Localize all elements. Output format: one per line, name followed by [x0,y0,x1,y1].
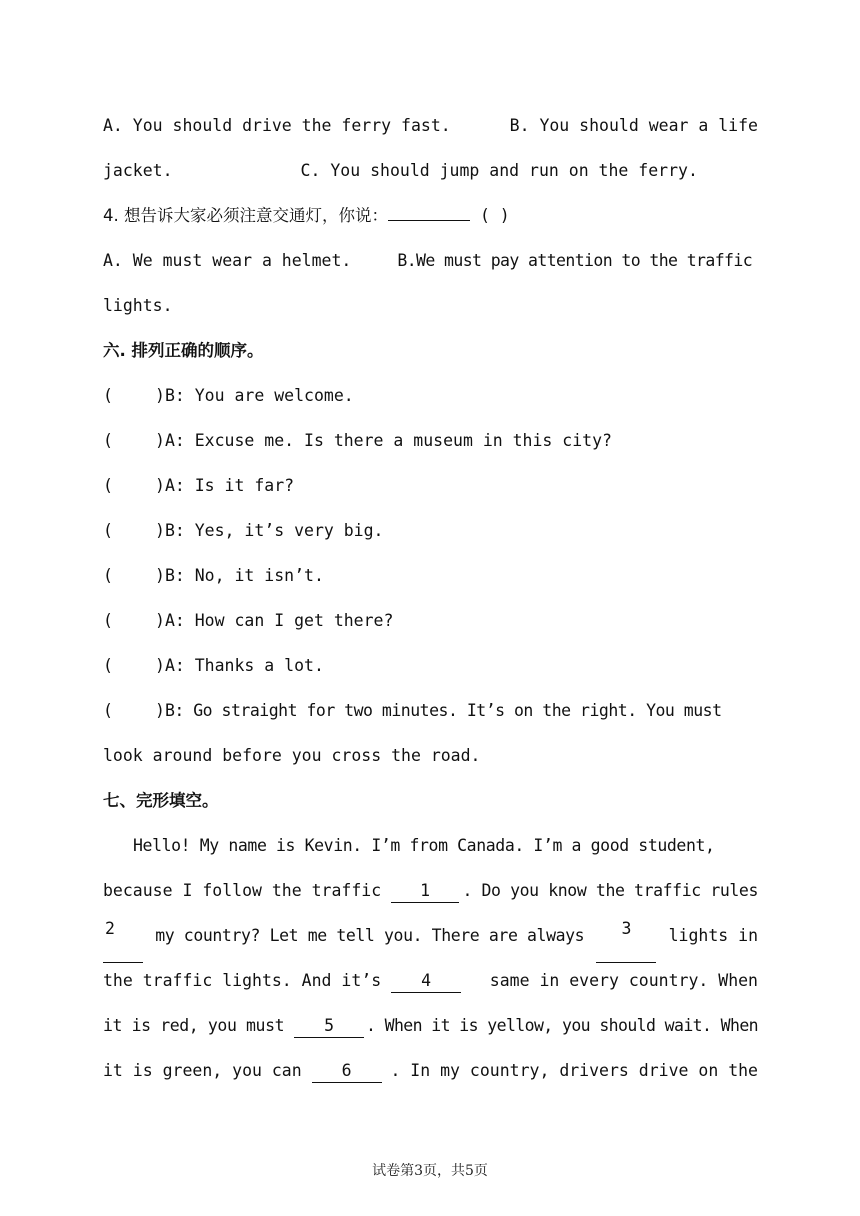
cloze-blank-5[interactable]: 5 [294,1015,364,1038]
list-item [103,513,758,558]
cloze-text-b: same in every country. When [489,971,758,990]
page-footer: 试卷第3页，共5页 [372,1163,488,1179]
order-paren-close: ) [155,386,165,405]
q4-prompt: 4. 想告诉大家必须注意交通灯，你说： [103,206,388,225]
q3-options-line-1 [103,108,758,153]
cloze-line-1 [103,828,758,873]
order-item-text: B: Yes, it’s very big. [164,521,384,540]
order-item-text: B: Go straight for two minutes. It’s on the right. You must [164,701,722,720]
order-paren: ( [103,521,113,540]
cloze-text-b: . In my country, drivers drive on the [390,1061,758,1080]
q4-paren: ( ) [479,206,510,225]
cloze-blank-3[interactable]: 3 [596,918,656,963]
order-item-last-cont-text: look around before you cross the road. [103,746,481,765]
cloze-line-3 [103,918,758,963]
cloze-text-b: . Do you know the traffic rules [462,881,758,900]
q3-options-line-2 [103,153,758,198]
order-paren: ( [103,431,113,450]
order-paren: ( [103,656,113,675]
cloze-text-c: lights in [668,926,758,945]
order-item-text: A: Excuse me. Is there a museum in this city? [164,431,612,450]
order-item-text: B: No, it isn’t. [164,566,324,585]
cloze-text-b: . When it is yellow, you should wait. When [365,1016,758,1035]
q3-option-a: A. You should drive the ferry fast. [103,116,451,135]
cloze-text-b: my country? Let me tell you. There are always [155,926,585,945]
order-paren-close: ) [155,611,165,630]
order-item-text: B: You are welcome. [164,386,354,405]
cloze-text [103,873,459,918]
list-item [103,468,758,513]
section6-title [103,333,758,378]
section6-title-text: 六. 排列正确的顺序。 [103,341,264,360]
exam-page [103,108,758,1098]
list-item [103,603,758,648]
section7-title [103,783,758,828]
cloze-text-a: it is red, you must [103,1016,285,1035]
order-paren-close: ) [155,521,165,540]
q4-answer-line [388,220,470,221]
cloze-text [103,963,461,1008]
order-paren-close: ) [155,656,165,675]
cloze-text-a: it is green, you can [103,1061,302,1080]
order-paren-close: ) [155,431,165,450]
order-paren-close: ) [155,701,165,720]
order-paren: ( [103,701,113,720]
q4-option-b-cont: lights. [103,296,173,315]
list-item [103,648,758,693]
order-item-text: A: Is it far? [164,476,295,495]
order-item-text: A: How can I get there? [164,611,394,630]
cloze-blank-2[interactable]: 2 [103,918,143,963]
cloze-line-2 [103,873,758,918]
cloze-line-5 [103,1008,758,1053]
cloze-line-6 [103,1053,758,1098]
q4-option-b: B.We must pay attention to the traffic [397,251,753,270]
order-paren-close: ) [155,476,165,495]
section7-title-text: 七、完形填空。 [103,791,219,810]
cloze-text-a: because I follow the traffic [103,881,382,900]
cloze-line-4 [103,963,758,1008]
cloze-blank-1[interactable]: 1 [391,880,459,903]
cloze-blank-4[interactable]: 4 [391,970,461,993]
list-item [103,423,758,468]
cloze-text-a: the traffic lights. And it’s [103,971,382,990]
q4-options-line-1 [103,243,758,288]
q3-option-b-cont: jacket. [103,161,173,180]
cloze-text [103,1053,382,1098]
cloze-blank-6[interactable]: 6 [312,1060,382,1083]
q4-prompt-line [103,198,758,243]
list-item [103,693,758,738]
order-paren: ( [103,386,113,405]
cloze-text [103,1008,364,1053]
list-item [103,378,758,423]
cloze-text: Hello! My name is Kevin. I’m from Canada. I’m a good student, [133,836,715,855]
q3-option-c: C. You should jump and run on the ferry. [300,161,698,180]
q4-option-a: A. We must wear a helmet. [103,251,352,270]
q3-option-b: B. You should wear a life [509,116,758,135]
order-item-last-cont [103,738,758,783]
order-item-text: A: Thanks a lot. [164,656,324,675]
list-item [103,558,758,603]
order-paren: ( [103,566,113,585]
order-paren-close: ) [155,566,165,585]
order-paren: ( [103,476,113,495]
q4-options-line-2 [103,288,758,333]
order-paren: ( [103,611,113,630]
